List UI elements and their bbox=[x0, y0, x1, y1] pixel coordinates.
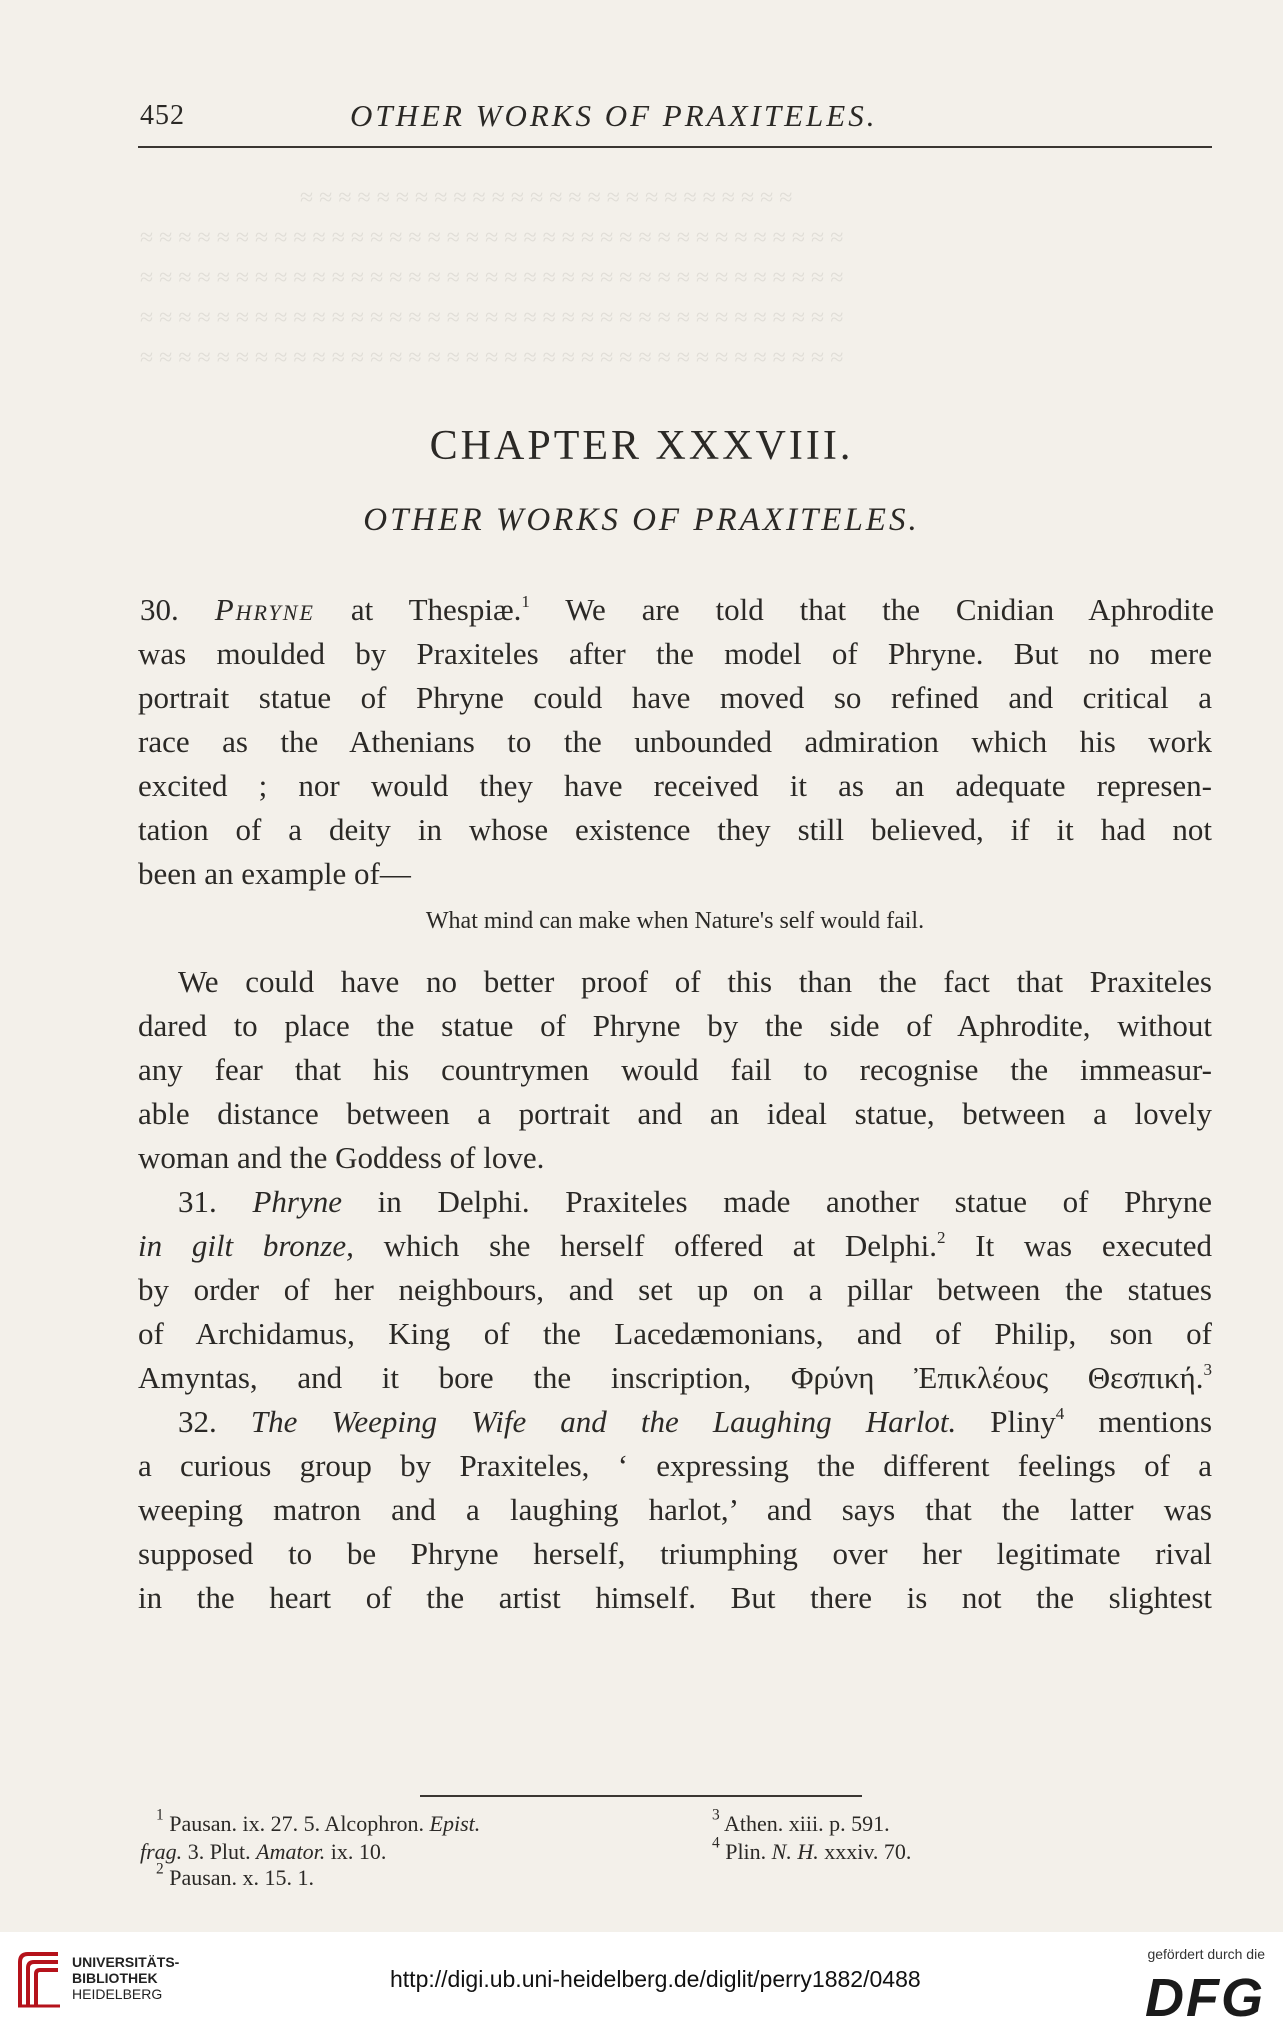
text-line: able distance between a portrait and an ideal statue, between a lovely bbox=[138, 1096, 1212, 1131]
chapter-heading: CHAPTER XXXVIII. bbox=[429, 423, 854, 469]
footnote-3: $^3$ Athen. xiii. p. 591. bbox=[712, 1806, 890, 1836]
text-line: We could have no better proof of this than the fact that Praxiteles bbox=[178, 964, 1212, 999]
text-line: portrait statue of Phryne could have moved so refined and critical a bbox=[138, 680, 1212, 715]
footnote-1-cont: frag. 3. Plut. Amator. ix. 10. bbox=[140, 1839, 387, 1864]
running-head bbox=[140, 96, 1210, 136]
footnote-2: $^2$ Pausan. x. 15. 1. bbox=[156, 1860, 315, 1890]
show-through-text: ≈ ≈ ≈ ≈ ≈ ≈ ≈ ≈ ≈ ≈ ≈ ≈ ≈ ≈ ≈ ≈ ≈ ≈ ≈ ≈ ≈ ≈ ≈ ≈ ≈ ≈ ≈ ≈ ≈ ≈ ≈ ≈ ≈ ≈ ≈ ≈ ≈ bbox=[140, 265, 844, 291]
footnote-1: $^1$ Pausan. ix. 27. 5. Alcophron. Epist. bbox=[156, 1806, 481, 1836]
section-topic: Phryne bbox=[214, 592, 315, 627]
digitization-footer bbox=[0, 1932, 1283, 2034]
text-line: tation of a deity in whose existence they still believed, if it had not bbox=[138, 812, 1212, 847]
library-logo-icon[interactable] bbox=[14, 1950, 64, 2010]
section-number: 32. bbox=[178, 1404, 217, 1439]
text-line: was moulded by Praxiteles after the model of Phryne. But no mere bbox=[138, 636, 1212, 671]
text-line: race as the Athenians to the unbounded admiration which his work bbox=[138, 724, 1212, 759]
verse-quote: What mind can make when Nature's self would fail. bbox=[425, 908, 925, 934]
footnote-ref[interactable]: 3 bbox=[1203, 1360, 1212, 1380]
funder-label: gefördert durch die bbox=[1147, 1946, 1265, 1962]
text-line: dared to place the statue of Phryne by the side of Aphrodite, without bbox=[138, 1008, 1212, 1043]
text-line: 30. Phryne at Thespiæ.$^1$ We are told that the Cnidian Aphrodite bbox=[140, 592, 1214, 627]
section-number: 31. bbox=[178, 1184, 217, 1219]
running-title: OTHER WORKS OF PRAXITELES. bbox=[350, 98, 878, 133]
page-number: 452 bbox=[140, 100, 185, 131]
text-line: excited ; nor would they have received it as an adequate represen- bbox=[138, 768, 1212, 803]
footnote-ref[interactable]: 2 bbox=[937, 1228, 946, 1248]
footnote-rule bbox=[420, 1795, 862, 1797]
text-line: been an example of— bbox=[138, 856, 411, 891]
chapter-subtitle: OTHER WORKS OF PRAXITELES. bbox=[363, 502, 920, 538]
show-through-text: ≈ ≈ ≈ ≈ ≈ ≈ ≈ ≈ ≈ ≈ ≈ ≈ ≈ ≈ ≈ ≈ ≈ ≈ ≈ ≈ ≈ ≈ ≈ ≈ ≈ ≈ ≈ ≈ ≈ ≈ ≈ ≈ ≈ ≈ ≈ ≈ ≈ bbox=[140, 305, 844, 331]
source-url-link[interactable]: http://digi.ub.uni-heidelberg.de/diglit/perry1882/0488 bbox=[390, 1966, 921, 1992]
header-rule bbox=[138, 146, 1212, 148]
text-line: by order of her neighbours, and set up on a pillar between the statues bbox=[138, 1272, 1212, 1307]
text-line: 32. The Weeping Wife and the Laughing Harlot. Pliny$^4$ mentions bbox=[178, 1404, 1213, 1439]
footnote-ref[interactable]: 4 bbox=[1055, 1404, 1065, 1424]
text-line: any fear that his countrymen would fail to recognise the immeasur- bbox=[138, 1052, 1212, 1087]
show-through-text: ≈ ≈ ≈ ≈ ≈ ≈ ≈ ≈ ≈ ≈ ≈ ≈ ≈ ≈ ≈ ≈ ≈ ≈ ≈ ≈ ≈ ≈ ≈ ≈ ≈ ≈ ≈ ≈ ≈ ≈ ≈ ≈ ≈ ≈ ≈ ≈ ≈ bbox=[140, 345, 844, 371]
text-line: supposed to be Phryne herself, triumphing over her legitimate rival bbox=[138, 1536, 1212, 1571]
dfg-logo-icon[interactable]: DFG bbox=[1145, 1968, 1265, 2028]
text-line: in the heart of the artist himself. But there is not the slightest bbox=[138, 1580, 1212, 1615]
text-line: in gilt bronze, which she herself offered at Delphi.$^2$ It was executed bbox=[138, 1228, 1212, 1263]
section-number: 30. bbox=[140, 592, 179, 627]
text-line: weeping matron and a laughing harlot,’ and says that the latter was bbox=[138, 1492, 1212, 1527]
text-line: Amyntas, and it bore the inscription, Φρύνη Ἐπικλέους Θεσπική.$^3$ bbox=[138, 1360, 1212, 1395]
text-line: woman and the Goddess of love. bbox=[138, 1140, 545, 1175]
footnote-4: $^4$ Plin. N. H. xxxiv. 70. bbox=[712, 1834, 912, 1864]
show-through-text: ≈ ≈ ≈ ≈ ≈ ≈ ≈ ≈ ≈ ≈ ≈ ≈ ≈ ≈ ≈ ≈ ≈ ≈ ≈ ≈ ≈ ≈ ≈ ≈ ≈ ≈ ≈ ≈ ≈ ≈ ≈ ≈ ≈ ≈ ≈ ≈ ≈ bbox=[140, 225, 844, 251]
show-through-text: ≈ ≈ ≈ ≈ ≈ ≈ ≈ ≈ ≈ ≈ ≈ ≈ ≈ ≈ ≈ ≈ ≈ ≈ ≈ ≈ ≈ ≈ ≈ ≈ ≈ ≈ bbox=[300, 185, 793, 211]
section-topic: The Weeping Wife and the Laughing Harlot. bbox=[250, 1404, 957, 1439]
text-line: 31. Phryne in Delphi. Praxiteles made another statue of Phryne bbox=[178, 1184, 1212, 1219]
text-line: of Archidamus, King of the Lacedæmonians, and of Philip, son of bbox=[138, 1316, 1212, 1351]
text-line: a curious group by Praxiteles, ‘ expressing the different feelings of a bbox=[138, 1448, 1212, 1483]
library-name: UNIVERSITÄTS- BIBLIOTHEK HEIDELBERG bbox=[72, 1954, 180, 2002]
footnote-ref[interactable]: 1 bbox=[521, 592, 530, 612]
section-topic: Phryne bbox=[252, 1184, 342, 1219]
